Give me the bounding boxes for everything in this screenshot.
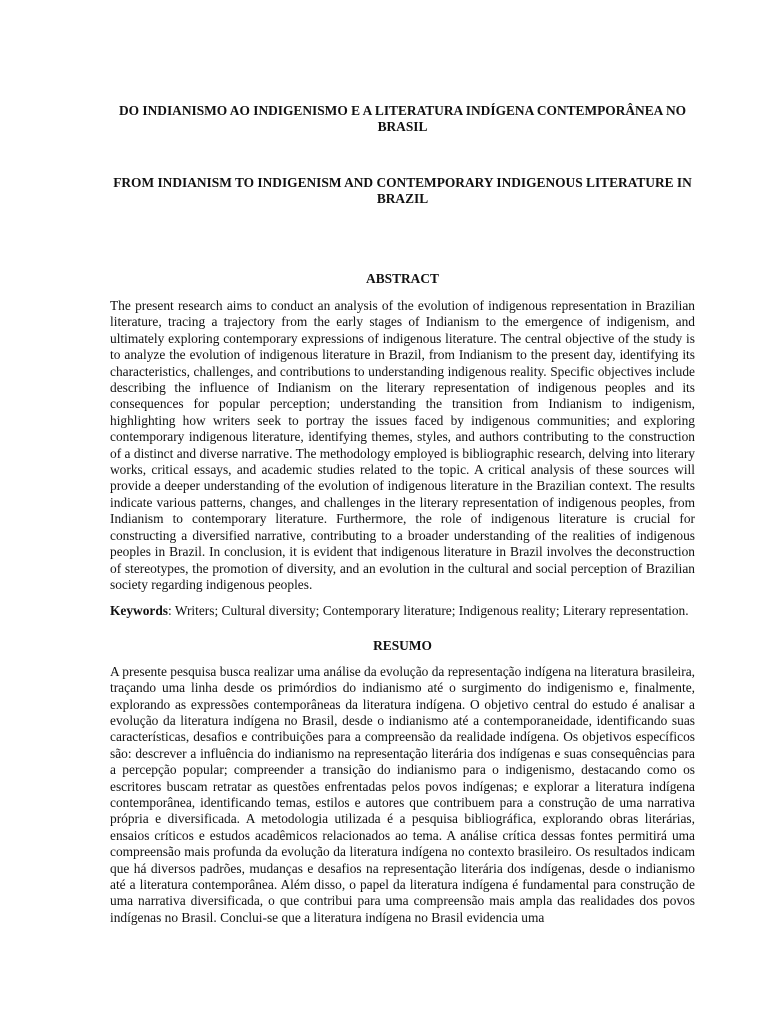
resumo-paragraph: A presente pesquisa busca realizar uma análise da evolução da representação indígena na literatura brasileira, traçando uma linha desde os primórdios do indianismo até o surgimento do indigenismo e, finalmente, explorando as expressões contemporâneas da literatura indígena. O objetivo central do estudo é analisar a evolução da literatura indígena no Brasil, desde o indianismo até a contemporaneidade, identificando suas características, desafios e contribuições para a compreensão da realidade indígena. Os objetivos específicos são: descrever a influência do indianismo na representação literária dos indígenas e suas consequências para a percepção popular; compreender a transição do indianismo para o indigenismo, destacando como os escritores buscam retratar as questões enfrentadas pelos povos indígenas; e explorar a literatura indígena contemporânea, identificando temas, estilos e autores que contribuem para a construção de uma narrativa própria e diversificada. A metodologia utilizada é a pesquisa bibliográfica, explorando obras literárias, ensaios críticos e estudos acadêmicos relacionados ao tema. A análise crítica dessas fontes permitirá uma compreensão mais profunda da evolução da literatura indígena no contexto brasileiro. Os resultados indicam que há diversos padrões, mudanças e desafios na representação literária dos indígenas, desde o indianismo até a literatura contemporânea. Além disso, o papel da literatura indígena é fundamental para construção de uma narrativa diversificada, o que contribui para uma compreensão mais ampla das realidades dos povos indígenas no Brasil. Conclui-se que a literatura indígena no Brasil evidencia uma: [110, 663, 695, 925]
title-english: FROM INDIANISM TO INDIGENISM AND CONTEMPORARY INDIGENOUS LITERATURE IN BRAZIL: [113, 175, 692, 206]
resumo-heading: RESUMO: [373, 637, 432, 653]
abstract-heading: ABSTRACT: [366, 271, 439, 286]
title-portuguese: DO INDIANISMO AO INDIGENISMO E A LITERATURA INDÍGENA CONTEMPORÂNEA NO BRASIL: [118, 103, 687, 134]
keywords-list: : Writers; Cultural diversity; Contemporary literature; Indigenous reality; Literary representation.: [168, 603, 689, 619]
keywords-paragraph: [110, 603, 695, 619]
abstract-paragraph: The present research aims to conduct an analysis of the evolution of indigenous representation in Brazilian literature, tracing a trajectory from the early stages of Indianism to the emergence of indigenism, and ultimately exploring contemporary expressions of indigenous literature. The central objective of the study is to analyze the evolution of indigenous literature in Brazil, from Indianism to the present day, identifying its characteristics, challenges, and contributions to understanding indigenous reality. Specific objectives include describing the influence of Indianism on the literary representation of indigenous peoples and its consequences for popular perception; understanding the transition from Indianism to indigenism, highlighting how writers seek to portray the issues faced by indigenous communities; and exploring contemporary indigenous literature, identifying themes, styles, and authors contributing to the construction of a distinct and diverse narrative. The methodology employed is bibliographic research, delving into literary works, critical essays, and academic studies related to the topic. A critical analysis of these sources will provide a deeper understanding of the evolution of indigenous literature in the Brazilian context. The results indicate various patterns, changes, and challenges in the literary representation of indigenous peoples, from Indianism to contemporary literature. Furthermore, the role of indigenous literature is crucial for constructing a diversified narrative, contributing to a broader understanding of the realities of indigenous peoples in Brazil. In conclusion, it is evident that indigenous literature in Brazil involves the deconstruction of stereotypes, the promotion of diversity, and an evolution in the cultural and social perception of Brazilian society regarding indigenous peoples.: [110, 298, 695, 592]
keywords-label: Keywords: [110, 603, 169, 619]
